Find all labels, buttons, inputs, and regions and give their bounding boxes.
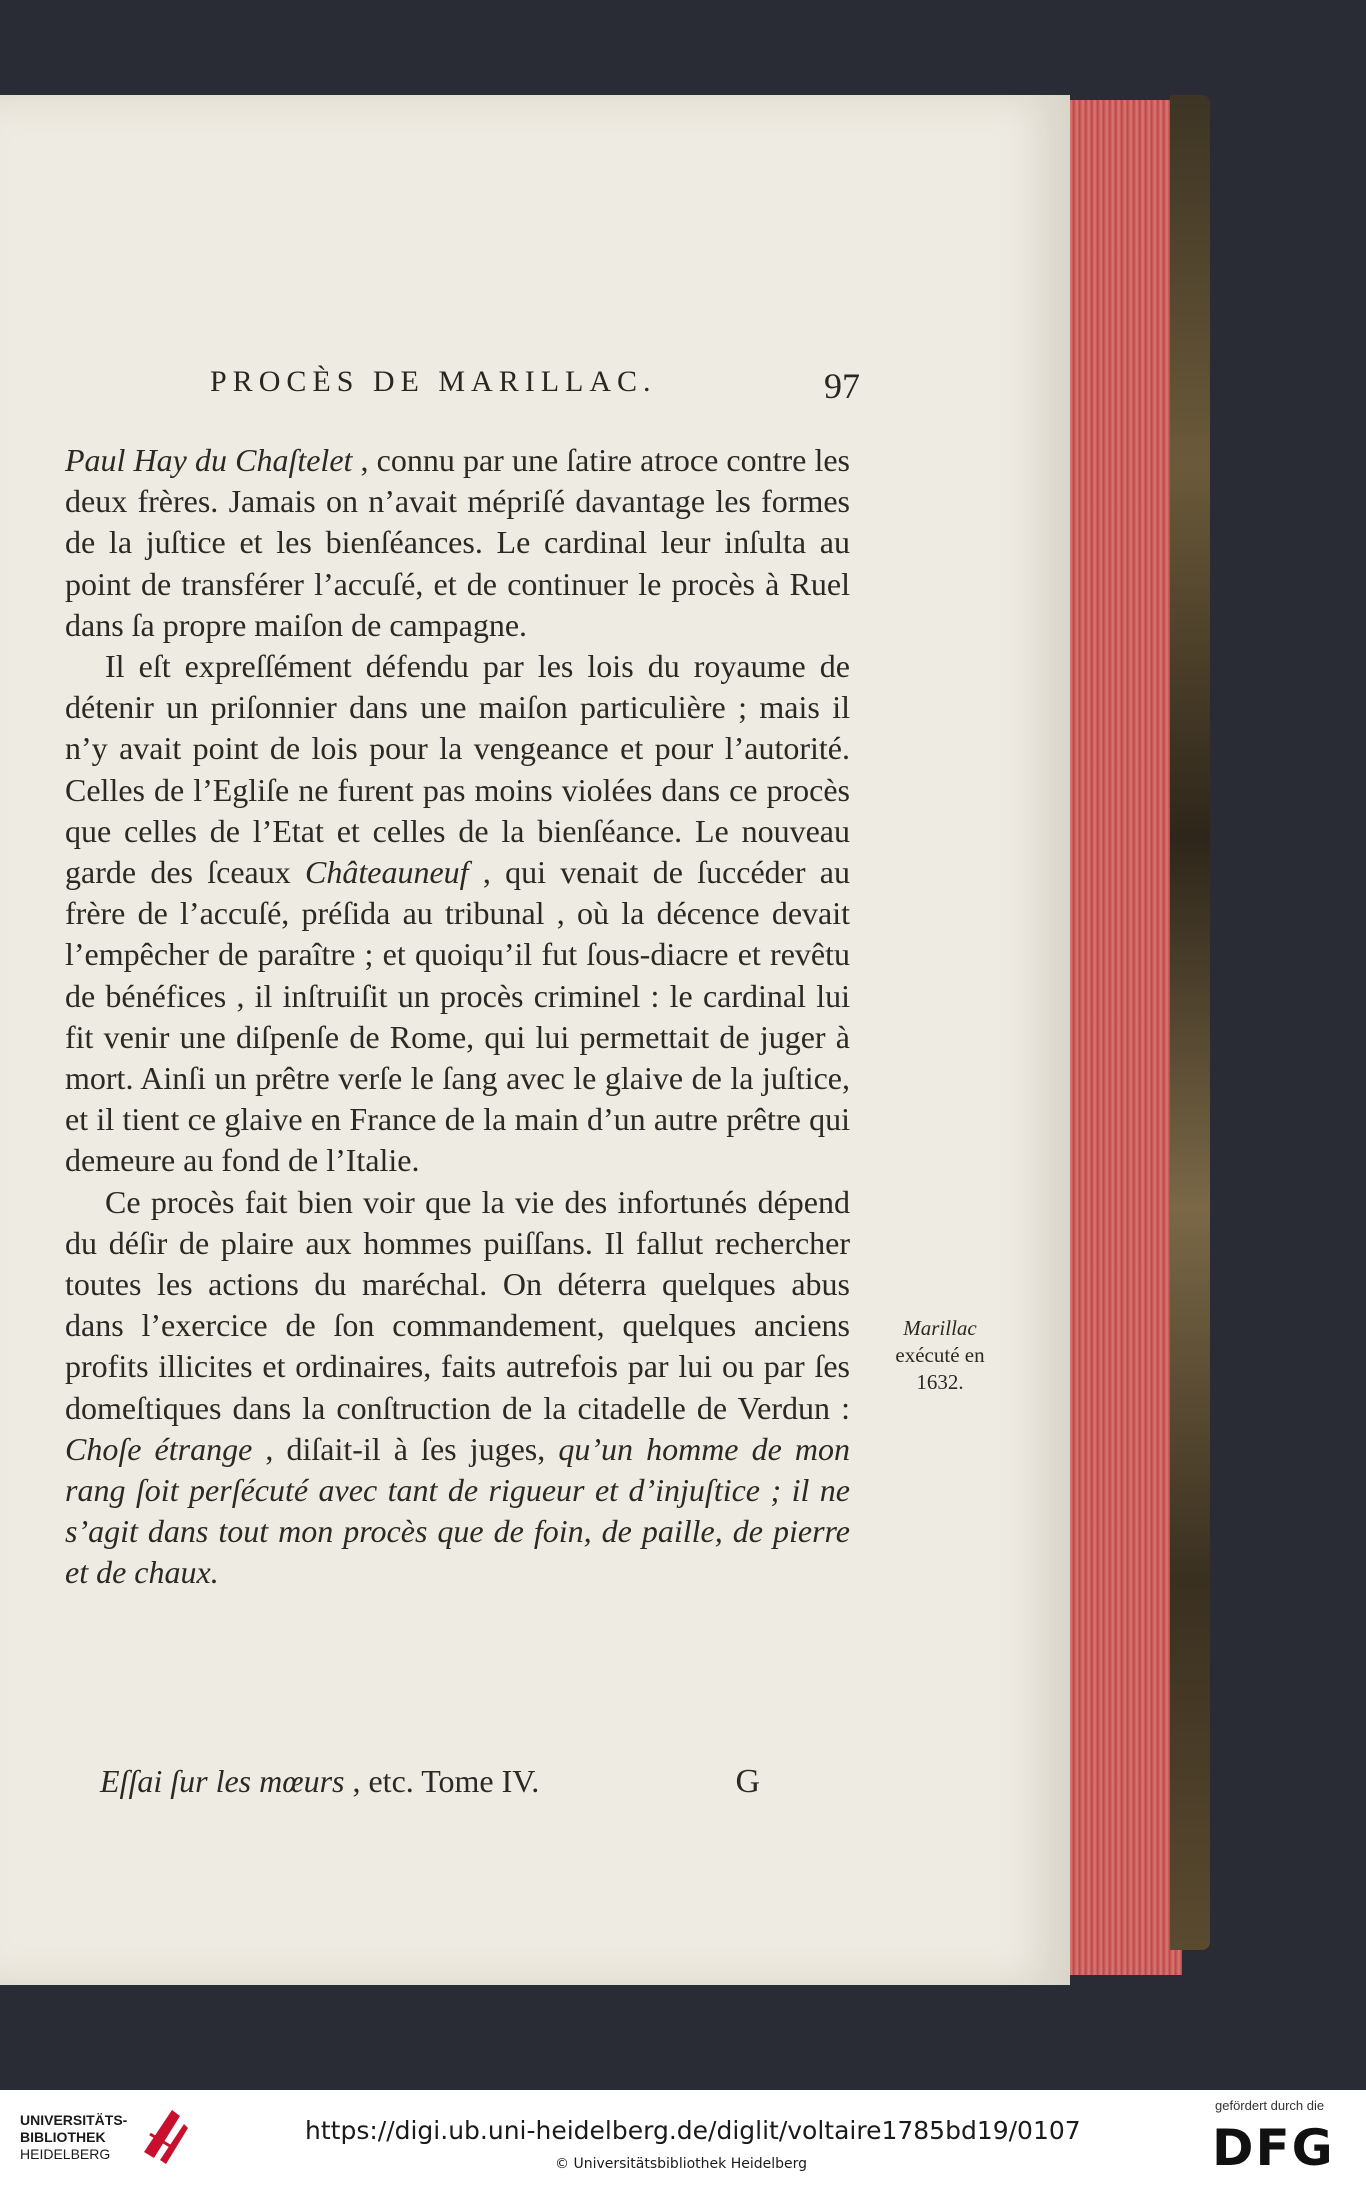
- text-span: , diſait-il à ſes juges,: [252, 1430, 559, 1467]
- page-number: 97: [824, 366, 860, 406]
- margin-note-line: Marillac: [903, 1316, 977, 1340]
- text-span: Il eſt expreſſément défendu par les lois du royaume de détenir un priſonnier dans une maiſon particulière ; mais il n’y avait point de lois pour la vengeance et pour l’autorité. Celles de l’Egliſe ne furent pas moins violées dans ce procès que celles de l’Etat et celles de la bienſéance. Le nouveau garde des ſceaux: [65, 648, 850, 891]
- running-title: PROCÈS DE MARILLAC.: [210, 365, 657, 398]
- permalink-url[interactable]: https://digi.ub.uni-heidelberg.de/diglit/voltaire1785bd19/0107: [305, 2116, 1081, 2145]
- paragraph: [65, 1182, 850, 1594]
- margin-note-line: exécuté en: [895, 1343, 985, 1367]
- copyright-notice: © Universitätsbibliothek Heidelberg: [555, 2156, 808, 2172]
- paragraph: [65, 440, 850, 646]
- viewer-footer: [0, 2090, 1366, 2186]
- library-name-line: UNIVERSITÄTS-: [20, 2112, 128, 2128]
- page-edges: [1062, 100, 1182, 1975]
- text-span: Paul Hay du Chaſtelet: [65, 442, 353, 478]
- funding-note: gefördert durch die: [1215, 2098, 1325, 2113]
- text-span: qu’un homme de mon rang ſoit perſécuté avec tant de rigueur et d’injuſtice ; il ne s’agit dans tout mon procès que de foin, de paille, de pierre et de chaux.: [65, 1430, 851, 1591]
- text-span: Ce procès fait bien voir que la vie des infortunés dépend du déſir de plaire aux hommes puiſſans. Il fallut rechercher toutes les actions du maréchal. On déterra quelques abus dans l’exercice de ſon commandement, quelques anciens profits illicites et ordinaires, faits autrefois par lui ou par ſes domeſtiques dans la conſtruction de la citadelle de Verdun :: [65, 1183, 850, 1426]
- dfg-logo[interactable]: DFG: [1212, 2119, 1335, 2177]
- margin-note-line: 1632.: [916, 1370, 964, 1394]
- library-city: HEIDELBERG: [20, 2146, 111, 2162]
- library-name-line: BIBLIOTHEK: [20, 2129, 106, 2145]
- text-span: Choſe étrange: [65, 1430, 253, 1467]
- signature-volume: , etc. Tome IV.: [344, 1763, 540, 1799]
- text-span: Châteauneuf: [305, 854, 469, 891]
- book-page: [0, 95, 1070, 1985]
- signature-mark: G: [735, 1763, 760, 1800]
- page-footer: [100, 1763, 760, 1813]
- library-emblem-icon: [140, 2104, 190, 2166]
- paragraph: [65, 646, 850, 1182]
- text-span: , qui venait de ſuccéder au frère de l’accuſé, préſida au tribunal , où la décence devait l’empêcher de paraître ; et quoiqu’il fut ſous-diacre et revêtu de bénéfices , il inſtruiſit un procès criminel : le cardinal lui fit venir une diſpenſe de Rome, qui lui permettait de juger à mort. Ainſi un prêtre verſe le ſang avec le glaive de la juſtice, et il tient ce glaive en France de la main d’un autre prêtre qui demeure au fond de l’Italie.: [65, 854, 851, 1179]
- margin-note: [885, 1315, 995, 1396]
- book-cover: [1170, 95, 1210, 1950]
- body-text: [65, 440, 850, 1594]
- text-span: , connu par une ſatire atroce contre les deux frères. Jamais on n’avait mépriſé davantage les formes de la juſtice et les bienſéances. Le cardinal leur inſulta au point de transférer l’accuſé, et de continuer le procès à Ruel dans ſa propre maiſon de campagne.: [65, 442, 851, 643]
- signature-line: [100, 1763, 539, 1800]
- signature-title: Eſſai ſur les mœurs: [100, 1763, 345, 1799]
- page-header: [210, 365, 860, 415]
